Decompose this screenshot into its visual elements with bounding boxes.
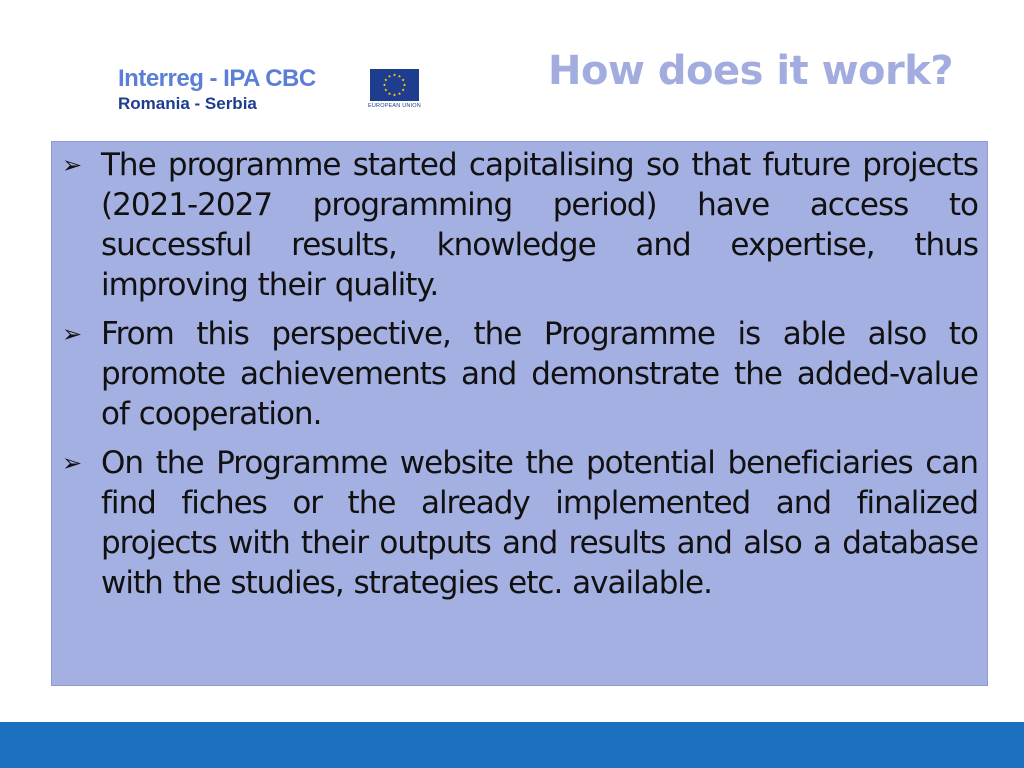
footer-bar: [0, 722, 1024, 768]
bullet-item-3: [62, 443, 978, 603]
arrow-bullet-icon: ➢: [62, 449, 82, 477]
arrow-bullet-icon: ➢: [62, 151, 82, 179]
page-title: How does it work?: [548, 48, 954, 94]
logo-subtitle: Romania - Serbia: [118, 94, 257, 113]
eu-flag-icon: [370, 69, 419, 101]
bullet-item-2: [62, 314, 978, 434]
bullet-text: The programme started capitalising so that future projects (2021-2027 programming period) have access to successful results, knowledge and expertise, thus improving their quality.: [101, 147, 978, 303]
content-box: [51, 141, 988, 686]
interreg-logo: [118, 66, 428, 116]
bullet-text: On the Programme website the potential beneficiaries can find fiches or the already implemented and finalized projects with their outputs and results and also a database with the studies, strategies etc. available.: [101, 445, 978, 601]
arrow-bullet-icon: ➢: [62, 320, 82, 348]
bullet-item-1: [62, 145, 978, 305]
bullet-text: From this perspective, the Programme is able also to promote achievements and demonstrate the added-value of cooperation.: [101, 316, 978, 432]
logo-title: Interreg - IPA CBC: [118, 65, 316, 92]
eu-caption: EUROPEAN UNION: [368, 103, 421, 109]
bullet-list: [62, 145, 978, 612]
